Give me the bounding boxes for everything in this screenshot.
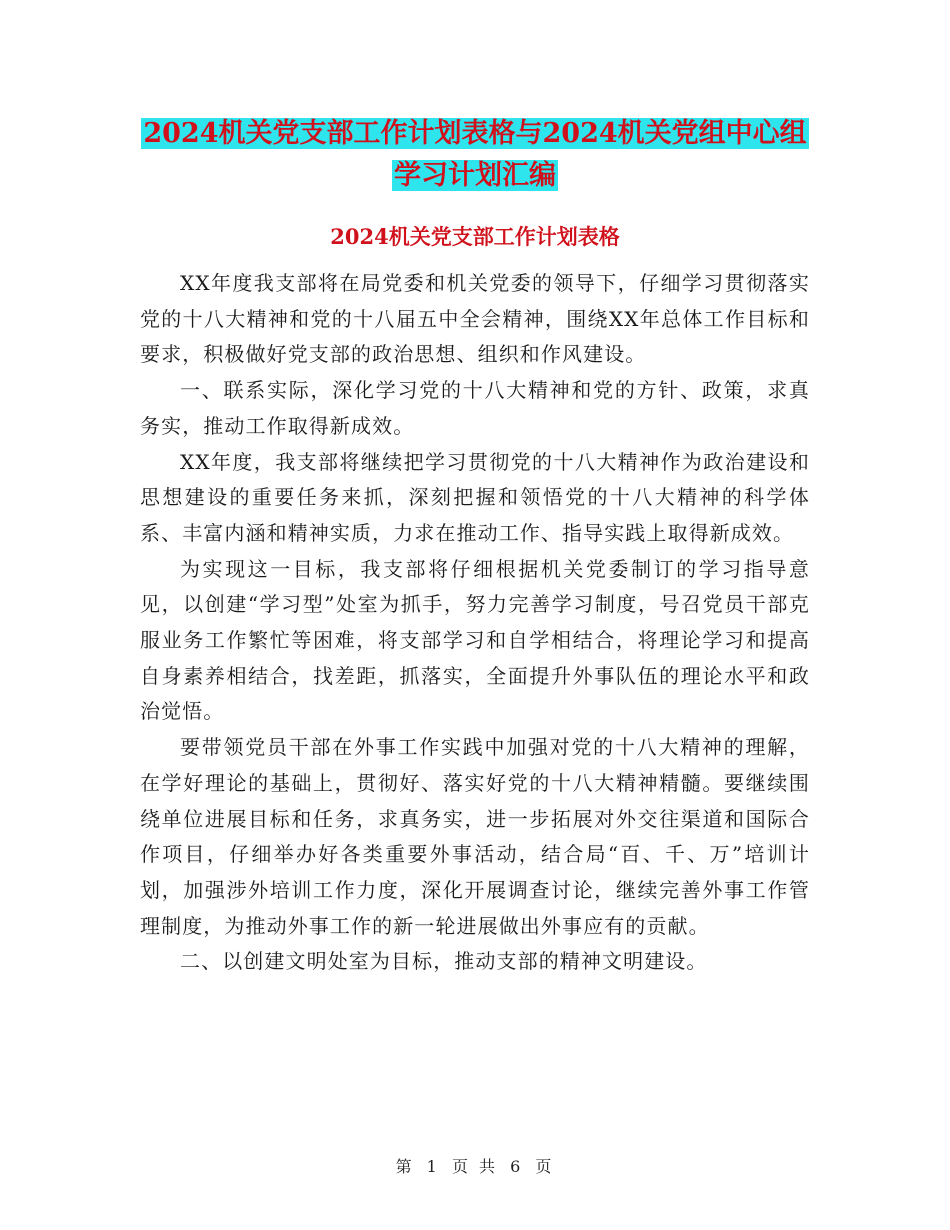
- document-title-line-2: [0, 156, 950, 196]
- page-footer: [0, 1154, 950, 1177]
- footer-total-pages: 6: [510, 1157, 524, 1176]
- paragraph: XX年度我支部将在局党委和机关党委的领导下，仔细学习贯彻落实党的十八大精神和党的十八届五中全会精神，围绕XX年总体工作目标和要求，积极做好党支部的政治思想、组织和作风建设。: [140, 271, 810, 367]
- footer-suffix: 页: [535, 1157, 555, 1176]
- section-heading: 2024机关党支部工作计划表格: [330, 224, 620, 249]
- footer-middle: 页 共: [451, 1157, 499, 1176]
- footer-prefix: 第: [395, 1157, 415, 1176]
- paragraph: 二、以创建文明处室为目标，推动支部的精神文明建设。: [180, 949, 708, 974]
- title-highlight-1: 2024机关党支部工作计划表格与2024机关党组中心组: [143, 118, 807, 149]
- paragraph: 要带领党员干部在外事工作实践中加强对党的十八大精神的理解，在学好理论的基础上，贯彻好、落实好党的十八大精神精髓。要继续围绕单位进展目标和任务，求真务实，进一步拓展对外交往渠道和国际合作项目，仔细举办好各类重要外事活动，结合局“百、千、万”培训计划，加强涉外培训工作力度，深化开展调查讨论，继续完善外事工作管理制度，为推动外事工作的新一轮进展做出外事应有的贡献。: [140, 735, 810, 938]
- paragraph: 一、联系实际，深化学习党的十八大精神和党的方针、政策，求真务实，推动工作取得新成效。: [140, 378, 810, 438]
- paragraph: XX年度，我支部将继续把学习贯彻党的十八大精神作为政治建设和思想建设的重要任务来抓，深刻把握和领悟党的十八大精神的科学体系、丰富内涵和精神实质，力求在推动工作、指导实践上取得新成效。: [140, 449, 810, 545]
- document-title-line-1: [0, 114, 950, 154]
- document-body: [140, 266, 810, 980]
- footer-current-page: 1: [426, 1157, 440, 1176]
- paragraph: 为实现这一目标，我支部将仔细根据机关党委制订的学习指导意见，以创建“学习型”处室为抓手，努力完善学习制度，号召党员干部克服业务工作繁忙等困难，将支部学习和自学相结合，将理论学习和提高自身素养相结合，找差距，抓落实，全面提升外事队伍的理论水平和政治觉悟。: [140, 556, 810, 724]
- title-highlight-2: 学习计划汇编: [394, 160, 556, 191]
